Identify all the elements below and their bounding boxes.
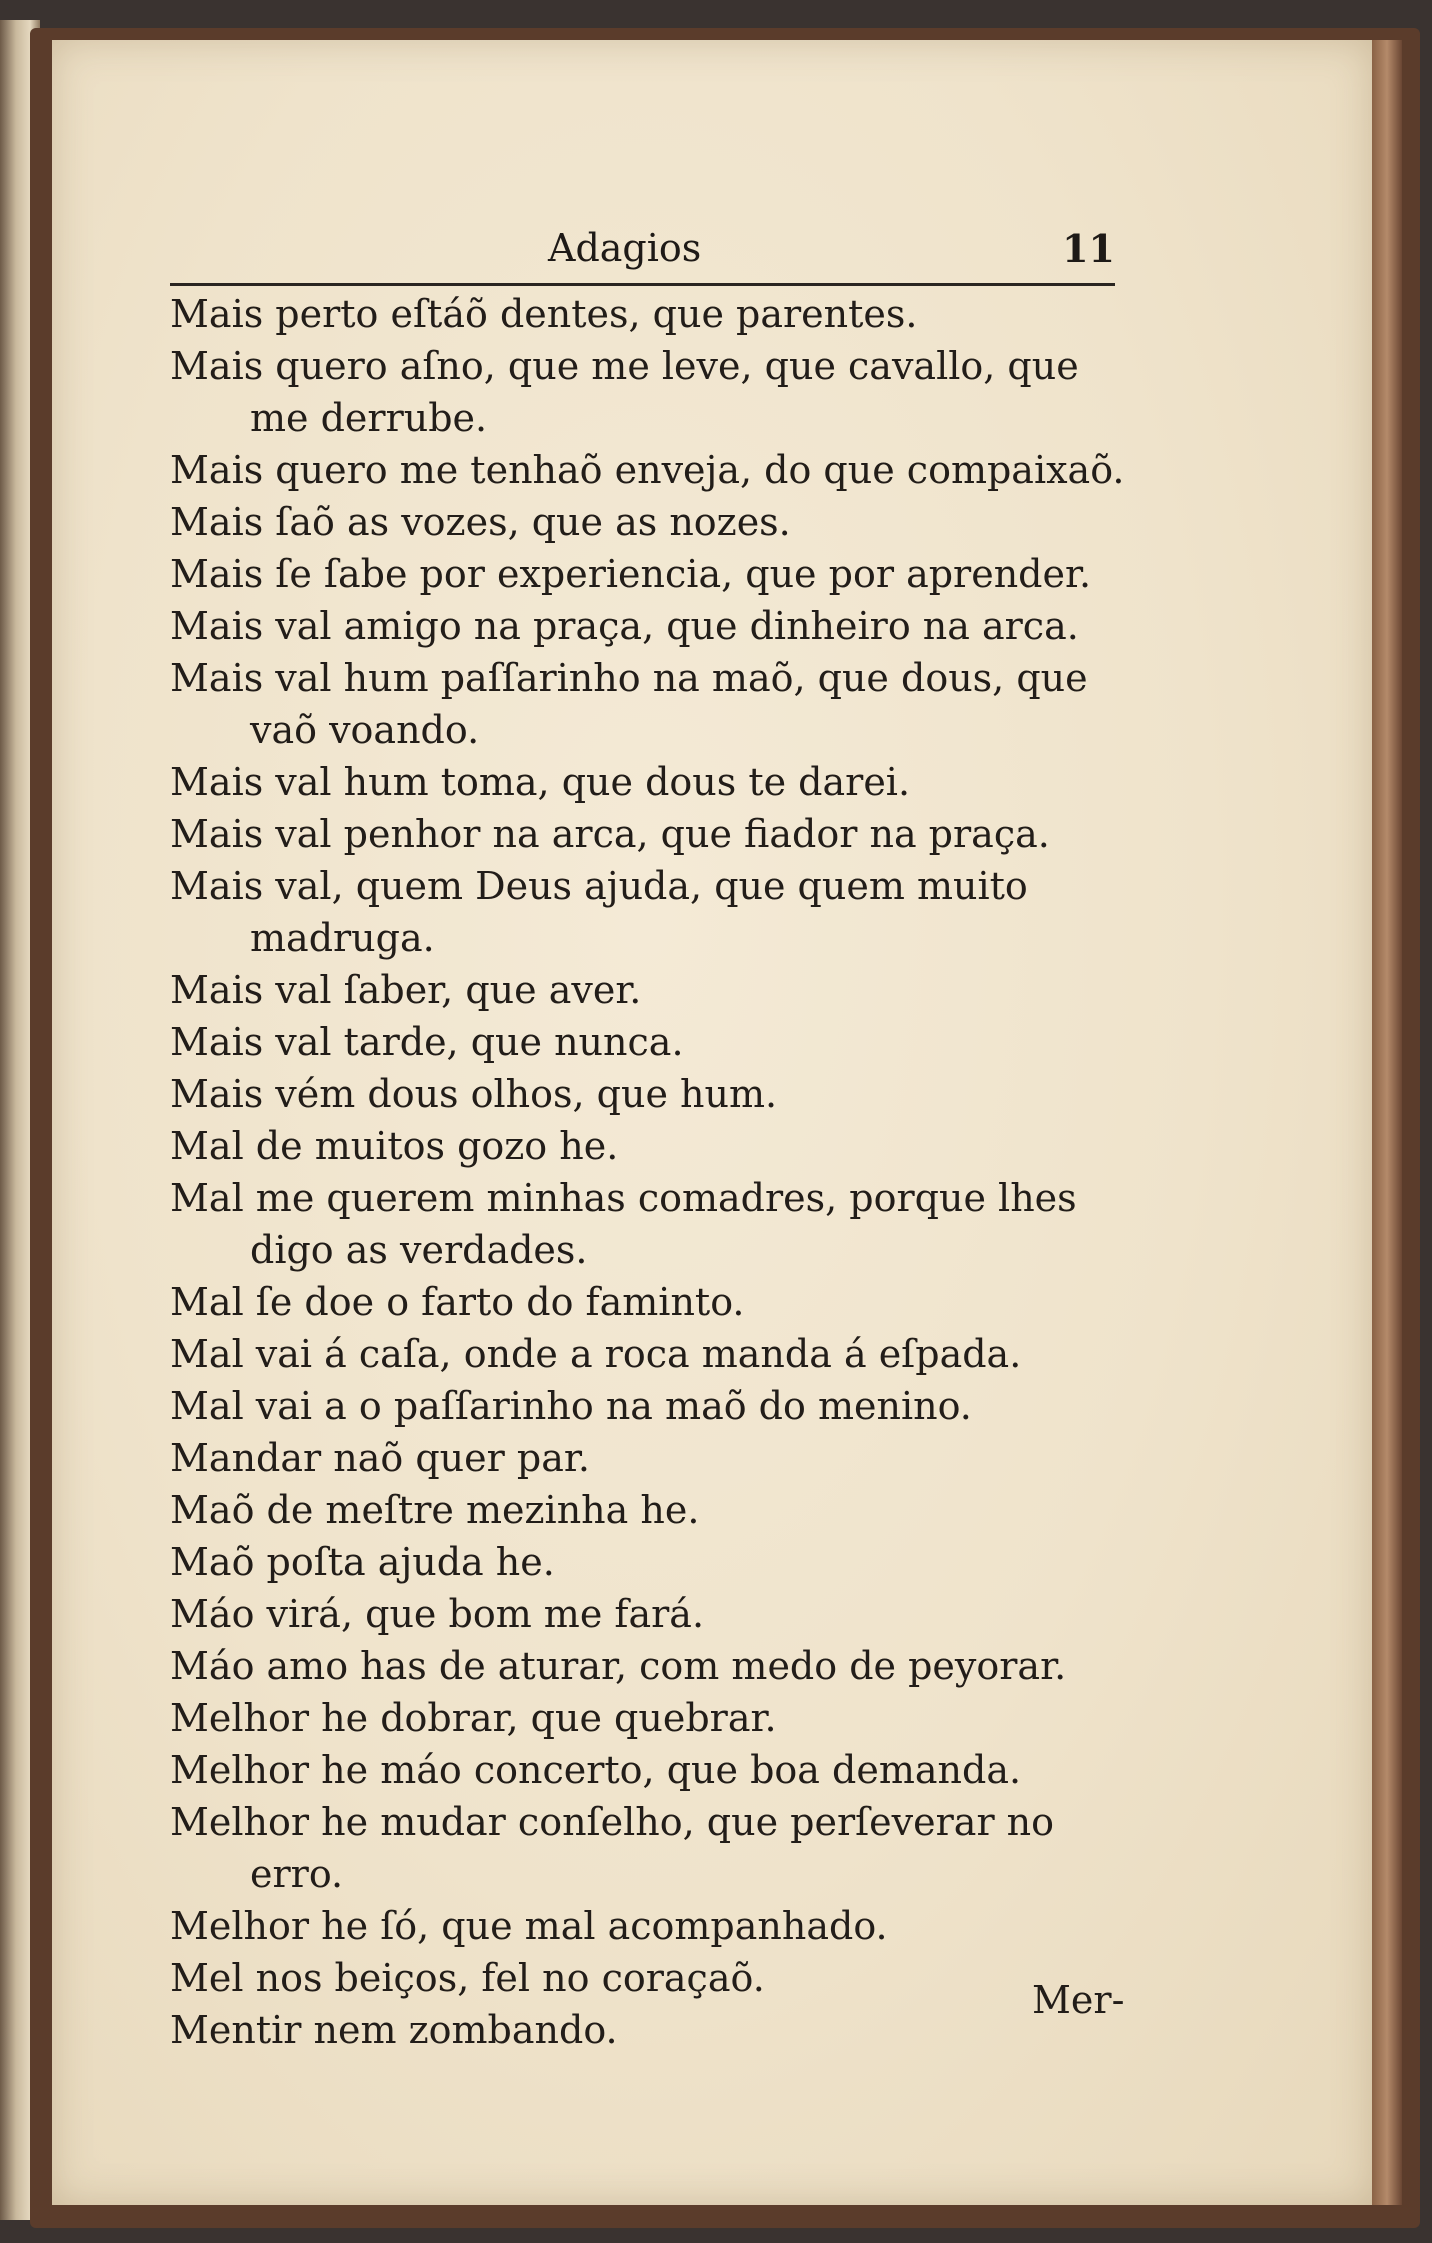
header-rule xyxy=(170,283,1115,286)
proverb-entry: Mais val ſaber, que aver. xyxy=(170,968,642,1012)
proverb-entry: Mais ſaõ as vozes, que as nozes. xyxy=(170,500,791,544)
proverb-entry: Máo amo has de aturar, com medo de peyorar. xyxy=(170,1644,1067,1688)
page-fore-edge xyxy=(1372,40,1402,2205)
proverb-entry: Mais quero aſno, que me leve, que cavallo, que me derrube. xyxy=(170,344,1079,440)
proverb-entry: Mal vai á caſa, onde a roca manda á eſpada. xyxy=(170,1332,1022,1376)
proverb-list xyxy=(170,288,1135,2056)
running-head: Adagios xyxy=(548,226,702,270)
proverb-entry: Maõ de meſtre mezinha he. xyxy=(170,1488,700,1532)
proverb-entry: Maõ poſta ajuda he. xyxy=(170,1540,555,1584)
proverb-entry: Mais val tarde, que nunca. xyxy=(170,1020,684,1064)
proverb-entry: Mais val penhor na arca, que fiador na praça. xyxy=(170,812,1050,856)
proverb-entry: Mal ſe doe o farto do faminto. xyxy=(170,1280,745,1324)
proverb-entry: Mais quero me tenhaõ enveja, do que compaixaõ. xyxy=(170,448,1125,492)
proverb-entry: Mal me querem minhas comadres, porque lhes digo as verdades. xyxy=(170,1176,1077,1272)
proverb-entry: Mais val amigo na praça, que dinheiro na arca. xyxy=(170,604,1079,648)
proverb-entry: Mais val hum toma, que dous te darei. xyxy=(170,760,911,804)
proverb-entry: Máo virá, que bom me fará. xyxy=(170,1592,705,1636)
proverb-entry: Mais ſe ſabe por experiencia, que por aprender. xyxy=(170,552,1092,596)
page-number: 11 xyxy=(1062,226,1115,271)
page-header xyxy=(170,220,1115,280)
proverb-entry: Mentir nem zombando. xyxy=(170,2008,618,2052)
proverb-entry: Mais val hum paſſarinho na maõ, que dous, que vaõ voando. xyxy=(170,656,1088,752)
proverb-entry: Mandar naõ quer par. xyxy=(170,1436,590,1480)
proverb-entry: Mal vai a o paſſarinho na maõ do menino. xyxy=(170,1384,972,1428)
proverb-entry: Melhor he mudar conſelho, que perſeverar no erro. xyxy=(170,1800,1055,1896)
proverb-entry: Mais val, quem Deus ajuda, que quem muito madruga. xyxy=(170,864,1028,960)
catchword: Mer- xyxy=(1032,1978,1125,2022)
proverb-entry: Melhor he dobrar, que quebrar. xyxy=(170,1696,777,1740)
proverb-entry: Mal de muitos gozo he. xyxy=(170,1124,619,1168)
proverb-entry: Mel nos beiços, fel no coraçaõ. xyxy=(170,1956,765,2000)
proverb-entry: Melhor he máo concerto, que boa demanda. xyxy=(170,1748,1022,1792)
proverb-entry: Melhor he ſó, que mal acompanhado. xyxy=(170,1904,888,1948)
proverb-entry: Mais perto eſtáõ dentes, que parentes. xyxy=(170,292,918,336)
proverb-entry: Mais vém dous olhos, que hum. xyxy=(170,1072,778,1116)
